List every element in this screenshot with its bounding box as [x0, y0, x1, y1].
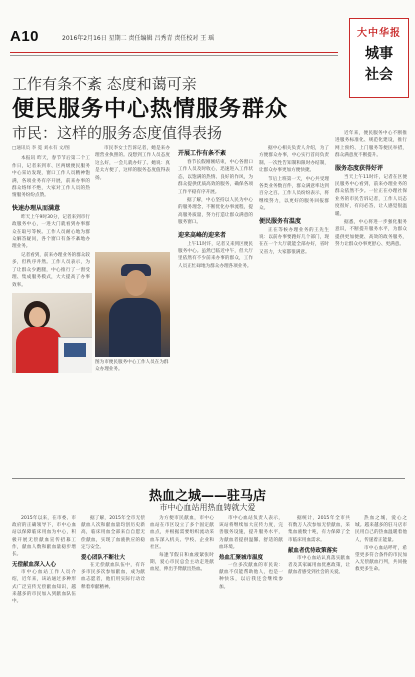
paragraph: 在无偿献血队伍中，有许多市民多次参加献血，成为献血志愿者，他们用实际行动诠释着奉献精神。: [81, 563, 145, 590]
photo-figure-face: [29, 307, 46, 327]
column-body: [178, 148, 253, 270]
bottom-subhead: 市中心血站用热血铸就大爱: [159, 503, 256, 512]
paragraph: 昨天上午9时30分，记者来到市行政服务中心，一进大门就看到办事群众在取号等候。工作人员耐心地为群众解答疑问，各个窗口有条不紊地办理业务。: [12, 214, 90, 250]
paragraph: 市中心血站负责人表示，该站将继续加大宣传力度，完善服务设施，提升服务水平，为献血者提供温馨、舒适的献血环境。: [219, 516, 283, 550]
section-heading: 无偿献血深入人心: [12, 562, 57, 569]
photo-caption: 图为市便民服务中心工作人员在为群众办理业务。: [95, 360, 169, 372]
page-info-line: 2016年2月16日 星期二 责任编辑 吕秀青 责任校对 王 瑶: [62, 35, 215, 42]
paragraph: 春节长假刚刚结束，中心各窗口工作人员及时收心，迅速进入工作状态，以饱满的热情、良好的作风，为群众提供优质高效的服务，确保各项工作平稳有序开展。: [178, 160, 253, 195]
section-heading: 服务态度获得好评: [335, 164, 384, 172]
article-subhead: 市民：这样的服务态度值得表扬: [12, 124, 223, 142]
header-rule-thin: [10, 55, 338, 56]
section-heading: 开展工作有条不紊: [178, 150, 227, 157]
paragraph: 据中心相关负责人介绍，为了方便群众办事，中心实行首问负责制、一次性告知制和限时办结制，让群众办事更加方便快捷。: [259, 146, 329, 174]
section-heading: 快速办理从而满意: [12, 204, 61, 212]
paragraph: 据悉，中心将进一步强化服务意识，不断提升服务水平，为群众提供更加便捷、高效的政务服务，努力让群众办事更舒心、更满意。: [335, 220, 407, 248]
bottom-column-3: [150, 515, 214, 673]
paragraph: 据了解，中心坚持以人民为中心的服务理念，不断优化办事流程，提高服务质量，努力打造让群众满意的服务窗口。: [178, 198, 253, 226]
paragraph: 记者看到，前来办理业务的群众较多，但秩序井然。工作人员表示，为了让群众少跑腿，中心推行了一窗受理、集成服务模式，大大提高了办事效率。: [12, 252, 90, 288]
bottom-column-6: [355, 515, 407, 673]
paragraph: 市中心血站呼吁，希望更多符合条件的市民加入无偿献血行列，共同挽救更多生命。: [355, 545, 407, 573]
column-body: [95, 145, 170, 182]
photo-figure-head: [125, 270, 147, 296]
paragraph: 市民李女士告诉记者，她是来办理营业执照的。没想到工作人员态度这么好，一会儿就办好了。她说：真是太方便了，这样的服务态度值得表扬。: [95, 146, 170, 181]
article-kicker: 工作有条不紊 态度和蔼可亲: [12, 75, 197, 93]
bottom-column-1: [12, 515, 76, 673]
paragraph: 本报讯 昨天，春节节后第二个工作日，记者来到市、区两级便民服务中心采访发现，窗口工作人员精神饱满，各项业务有序开展，前来办事的群众络绎不绝，大家对工作人员的热情服务纷纷点赞。: [12, 156, 90, 199]
paragraph: 正在等候办理业务的王先生说：以前办事要跑好几个部门，现在在一个大厅就能全部办好，省时又省力，大家都很满意。: [259, 227, 329, 255]
section-heading: 热血汇聚城市温度: [219, 555, 264, 562]
paragraph: 市中心血站工作人员介绍，近年来，该站通过多种形式广泛宣传无偿献血知识，越来越多的市民加入到献血队伍中。: [12, 570, 76, 605]
bottom-headline: 热血之城——驻马店: [148, 489, 266, 504]
section-heading: 爱心团队不断壮大: [81, 555, 126, 562]
section-name-line1: 城事: [365, 46, 393, 62]
section-divider: [12, 478, 405, 479]
paragraph: 一位多次献血的市民说：献血不仅能帮助他人，也是一种快乐，以后我还会继续参加。: [219, 563, 283, 590]
paragraph: 市中心血站认真落实献血者及其家属用血优惠政策，让献血者感受到社会的关爱。: [288, 555, 350, 576]
photo-figure-uniform: [109, 298, 161, 357]
bottom-column-5: [288, 515, 350, 673]
paragraph: 热血之城，爱心之城。越来越多的驻马店市民用自己的热血温暖着他人，传递着正能量。: [355, 516, 407, 543]
article-column-2: [95, 145, 170, 250]
article-column-3: [178, 145, 253, 472]
section-heading: 便民服务有温度: [259, 217, 302, 225]
paragraph: 节后上班第一天，中心共受理各类业务数百件，群众满意率达到百分之百。工作人员纷纷表示，将继续努力，以更好的服务回报群众。: [259, 176, 329, 212]
section-name-line2: 社会: [365, 67, 393, 83]
section-heading: 献血者优待政策落实: [288, 547, 338, 554]
bottom-column-4: [219, 515, 283, 673]
paragraph: 上午11时许，记者又来到区便民服务中心。虽然已临近中午，但大厅里依然有不少前来办事的群众，工作人员正忙碌地为群众办理各项业务。: [178, 241, 253, 269]
paragraph: 为方便市民献血，市中心血站在市区设立了多个固定献血点，并根据需要组织流动采血车深入机关、学校、企业和社区。: [150, 516, 214, 550]
paragraph: 据了解，2015年全市无偿献血人次和献血量均创历史新高，临床用血全部来自自愿无偿献血，实现了血液供应的稳定与安全。: [81, 516, 145, 550]
page-number: A10: [10, 28, 40, 45]
service-window-photo: [12, 293, 92, 373]
column-body: [259, 145, 329, 256]
paragraph: 每逢节假日和血液紧张时期，爱心市民总会主动走进献血屋，伸出手臂献出热血。: [150, 553, 214, 573]
photo-figure-red-coat: [16, 327, 62, 373]
section-heading: 迎来高峰的迎来者: [178, 231, 227, 239]
column-body: [335, 130, 407, 249]
article-column-4: [259, 145, 329, 472]
header-rule: [10, 52, 338, 53]
paragraph: 据统计，2015年全市共有数万人次参加无偿献血，采集血液数十吨，有力保障了全市临床用血需求。: [288, 516, 350, 543]
bottom-column-2: [81, 515, 145, 673]
service-staff-photo: [95, 252, 170, 357]
photo-monitor: [64, 343, 86, 357]
paragraph: 当天上午11时许，记者在区便民服务中心看到，前来办理业务的群众依然不少。一位正在办理社保业务的市民告诉记者，工作人员态度很好，有问必答，让人感觉很温暖。: [335, 174, 407, 217]
article-headline: 便民服务中心热情服务群众: [12, 97, 289, 122]
section-logo: [349, 18, 409, 98]
column-body: [12, 155, 90, 289]
newspaper-brand: 大中华报: [357, 28, 401, 39]
article-byline: □通讯员 李 冕 刘永有 文/图: [12, 146, 70, 151]
article-column-5: [335, 130, 407, 472]
paragraph: 2015年以来，在市委、市政府的正确领导下，市中心血站以保障临床用血为中心，积极开展无偿献血宣传招募工作，献血人数和献血量稳步增长。: [12, 516, 76, 558]
paragraph: 近年来，便民服务中心不断推进服务标准化、规范化建设，推行网上预约、上门服务等便民举措，群众满意度不断提升。: [335, 131, 407, 159]
